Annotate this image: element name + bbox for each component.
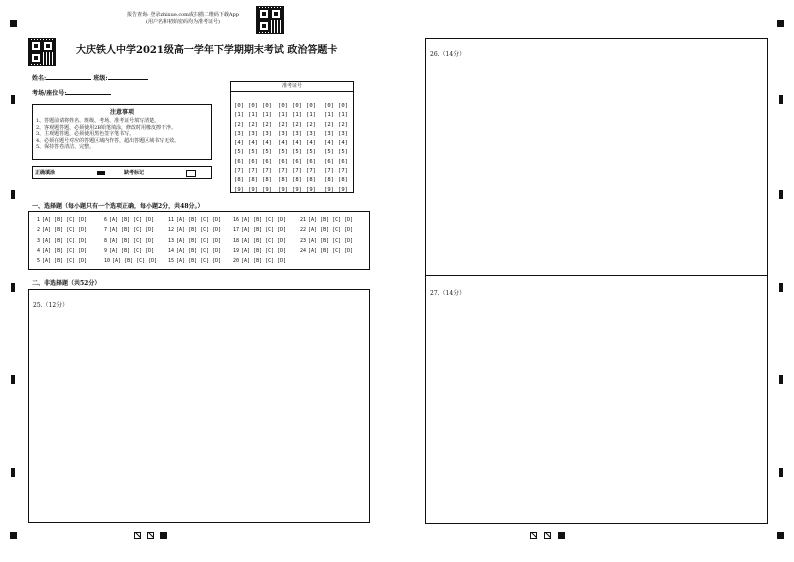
exam-id-bubble[interactable]: [8] [324,177,334,184]
exam-id-bubble[interactable]: [7] [248,168,258,175]
mcq-question[interactable] [300,248,353,254]
notes-item: 2、客观题答题，必须使用2B铅笔填涂，修改时用橡皮擦干净。 [36,124,177,131]
fill-example-box [32,166,212,179]
page-mark [544,532,551,539]
exam-id-column[interactable] [233,102,245,195]
question-number: 18 [233,237,240,244]
exam-id-bubble[interactable]: [1] [262,112,272,119]
exam-id-bubble[interactable]: [3] [278,130,288,137]
q27-label: 27.（14分） [430,290,466,297]
exam-id-bubble[interactable]: [0] [234,103,244,109]
answer-options[interactable]: [A] [B] [C] [D] [308,237,354,244]
exam-id-bubble[interactable]: [8] [306,177,316,184]
q26-answer-area[interactable] [425,38,768,276]
exam-id-bubble[interactable]: [7] [338,168,348,175]
answer-options[interactable]: [A] [B] [C] [D] [42,237,88,244]
exam-id-bubble[interactable]: [6] [262,158,272,165]
room-field[interactable] [66,87,111,95]
question-number: 3 [37,237,41,244]
exam-id-column[interactable] [305,102,317,195]
exam-id-bubble[interactable]: [5] [338,149,348,156]
question-number: 5 [37,258,41,265]
exam-id-bubble[interactable]: [0] [278,103,288,109]
answer-options[interactable]: [A] [B] [C] [D] [241,217,287,223]
notes-item: 4、必须在题号对应的答题区域内作答，超出答题区域书写无效。 [36,137,180,144]
exam-id-column[interactable] [291,102,303,195]
page-mark [530,532,537,539]
side-mark [11,190,15,199]
exam-id-column[interactable] [261,102,273,195]
report-notice-line2: (用户名和初始密码均为准考证号) [146,19,220,25]
question-number: 15 [168,258,175,265]
answer-options[interactable]: [A] [B] [C] [D] [112,258,158,265]
exam-id-bubble[interactable]: [4] [248,140,258,147]
registration-mark-bottom-right [777,532,784,539]
class-label: 班级: [93,75,108,82]
exam-id-bubble[interactable]: [9] [278,186,288,193]
answer-options[interactable]: [A] [B] [C] [D] [109,217,155,223]
answer-options[interactable]: [A] [B] [C] [D] [176,217,222,223]
section2-title: 二、非选择题（共52分） [32,280,101,287]
mcq-question[interactable] [104,217,154,223]
page-title: 大庆铁人中学2021级高一学年下学期期末考试 政治答题卡 [76,45,338,56]
answer-options[interactable]: [A] [B] [C] [D] [176,237,222,244]
question-number: 11 [168,217,175,223]
exam-id-bubble[interactable]: [1] [338,112,348,119]
side-mark [779,375,783,384]
mcq-box [28,211,370,270]
mcq-question[interactable] [168,217,221,223]
mcq-question[interactable] [168,227,221,233]
question-number: 9 [104,247,108,254]
exam-id-bubble[interactable]: [8] [262,177,272,184]
exam-id-bubble[interactable]: [8] [292,177,302,184]
exam-id-bubble[interactable]: [5] [306,149,316,156]
answer-options[interactable]: [A] [B] [C] [D] [42,258,88,265]
exam-id-column[interactable] [247,102,259,195]
mcq-question[interactable] [37,258,87,264]
exam-id-bubble[interactable]: [0] [324,103,334,109]
question-number: 10 [104,258,111,265]
question-number: 13 [168,237,175,244]
mcq-question[interactable] [104,258,157,264]
exam-id-bubble[interactable]: [0] [338,103,348,109]
answer-options[interactable]: [A] [B] [C] [D] [42,227,88,234]
exam-id-bubble[interactable]: [6] [338,158,348,165]
notes-item: 5、保持答卷清洁、完整。 [36,144,95,150]
exam-id-bubble[interactable]: [6] [292,158,302,165]
mcq-question[interactable] [37,248,87,254]
exam-id-bubble[interactable]: [9] [292,186,302,193]
exam-id-bubble[interactable]: [0] [292,103,302,109]
exam-id-bubble[interactable]: [9] [262,186,272,193]
mcq-question[interactable] [168,238,221,244]
exam-id-box [230,81,354,193]
exam-id-bubble[interactable]: [3] [324,130,334,137]
exam-id-bubble[interactable]: [5] [262,149,272,156]
question-number: 1 [37,217,41,223]
side-mark [779,283,783,292]
exam-id-bubble[interactable]: [5] [324,149,334,156]
absent-mark-checkbox[interactable] [186,170,196,177]
exam-id-bubble[interactable]: [1] [234,112,244,119]
exam-id-bubble[interactable]: [4] [234,140,244,147]
exam-id-bubble[interactable]: [9] [338,186,348,193]
exam-id-bubble[interactable]: [9] [248,186,258,193]
qr-code-icon [256,6,284,34]
question-number: 19 [233,247,240,254]
question-number: 22 [300,227,307,234]
exam-id-bubble[interactable]: [4] [292,140,302,147]
answer-options[interactable]: [A] [B] [C] [D] [308,217,354,223]
exam-id-bubble[interactable]: [2] [306,121,316,128]
q27-answer-area[interactable] [425,275,768,524]
question-number: 24 [300,247,307,254]
name-field[interactable] [46,72,91,80]
side-mark [779,468,783,477]
exam-id-bubble[interactable]: [0] [306,103,316,109]
exam-id-bubble[interactable]: [3] [292,130,302,137]
side-mark [779,95,783,104]
section1-title: 一、选择题（每小题只有一个选项正确，每小题2分，共48分。） [32,203,204,210]
exam-id-bubble[interactable]: [7] [306,168,316,175]
notes-box [32,104,212,160]
question-number: 23 [300,237,307,244]
student-info [32,72,148,82]
registration-mark-top-left [10,20,17,27]
page-mark [147,532,154,539]
q25-label: 25.（12分） [33,302,69,309]
exam-id-bubble[interactable]: [2] [292,121,302,128]
notes-title: 注意事项 [109,109,134,116]
question-number: 4 [37,247,41,254]
notes-item: 3、主观题答题，必须使用黑色签字笔书写。 [36,131,135,137]
exam-id-bubble[interactable]: [3] [248,130,258,137]
question-number: 21 [300,217,307,223]
answer-options[interactable]: [A] [B] [C] [D] [109,247,155,254]
exam-id-bubble[interactable]: [6] [248,158,258,165]
exam-id-bubble[interactable]: [6] [278,158,288,165]
mcq-question[interactable] [104,248,154,254]
exam-id-title: 准考证号 [231,82,353,92]
exam-id-bubble[interactable]: [9] [234,186,244,193]
mcq-question[interactable] [300,227,353,233]
exam-id-bubble[interactable]: [7] [234,168,244,175]
exam-id-bubble[interactable]: [7] [324,168,334,175]
q26-label: 26.（14分） [430,51,466,58]
exam-id-bubble[interactable]: [7] [262,168,272,175]
room-label: 考场/座位号: [32,90,67,97]
question-number: 14 [168,247,175,254]
exam-id-bubble[interactable]: [0] [262,103,272,109]
side-mark [11,95,15,104]
exam-id-bubble[interactable]: [7] [278,168,288,175]
side-mark [11,468,15,477]
answer-options[interactable]: [A] [B] [C] [D] [109,237,155,244]
mcq-question[interactable] [233,248,286,254]
exam-id-bubble[interactable]: [3] [338,130,348,137]
exam-id-bubble[interactable]: [5] [292,149,302,156]
exam-id-bubble[interactable]: [4] [306,140,316,147]
question-number: 7 [104,227,108,234]
exam-id-bubble[interactable]: [0] [248,103,258,109]
exam-id-bubble[interactable]: [2] [262,121,272,128]
exam-id-bubble[interactable]: [4] [278,140,288,147]
mcq-question[interactable] [300,217,353,223]
page-mark [134,532,141,539]
side-mark [11,283,15,292]
mcq-question[interactable] [37,227,87,233]
exam-id-bubble[interactable]: [1] [278,112,288,119]
answer-options[interactable]: [A] [B] [C] [D] [176,258,222,265]
answer-options[interactable]: [A] [B] [C] [D] [176,247,222,254]
exam-id-bubble[interactable]: [1] [292,112,302,119]
answer-options[interactable]: [A] [B] [C] [D] [42,217,88,223]
exam-id-bubble[interactable]: [6] [234,158,244,165]
exam-id-bubble[interactable]: [9] [324,186,334,193]
exam-id-column[interactable] [277,102,289,195]
q25-answer-area[interactable] [28,289,370,523]
answer-options[interactable]: [A] [B] [C] [D] [308,227,354,234]
side-mark [779,190,783,199]
mcq-question[interactable] [168,258,221,264]
mcq-question[interactable] [233,238,286,244]
exam-id-bubble[interactable]: [3] [262,130,272,137]
mcq-question[interactable] [104,227,154,233]
question-number: 8 [104,237,108,244]
question-number: 20 [233,258,240,265]
answer-options[interactable]: [A] [B] [C] [D] [241,237,287,244]
exam-id-bubble[interactable]: [2] [338,121,348,128]
room-info [32,87,111,97]
registration-mark-bottom-left [10,532,17,539]
class-field[interactable] [108,72,148,80]
question-number: 17 [233,227,240,234]
exam-id-bubble[interactable]: [2] [234,121,244,128]
mcq-question[interactable] [104,238,154,244]
name-label: 姓名: [32,75,47,82]
exam-id-bubble[interactable]: [8] [234,177,244,184]
absent-mark-label: 缺考标记 [124,170,145,176]
exam-id-bubble[interactable]: [2] [324,121,334,128]
answer-options[interactable]: [A] [B] [C] [D] [241,247,287,254]
correct-fill-label: 正确填涂 [35,170,56,176]
qr-code-icon [28,38,56,66]
exam-id-bubble[interactable]: [2] [278,121,288,128]
report-notice-line1: 报告查询: 登录zhixue.com或扫描二维码下载App [127,12,239,18]
mcq-question[interactable] [37,217,87,223]
exam-id-bubble[interactable]: [1] [248,112,258,119]
question-number: 2 [37,227,41,234]
mcq-grid[interactable] [29,212,369,269]
mcq-question[interactable] [300,238,353,244]
exam-id-bubble[interactable]: [5] [248,149,258,156]
exam-id-bubble[interactable]: [1] [306,112,316,119]
exam-id-bubble[interactable]: [8] [278,177,288,184]
answer-options[interactable]: [A] [B] [C] [D] [241,227,287,234]
page-mark-solid [558,532,565,539]
mcq-question[interactable] [168,248,221,254]
side-mark [11,375,15,384]
question-number: 16 [233,217,240,223]
question-number: 6 [104,217,108,223]
exam-id-bubble[interactable]: [9] [306,186,316,193]
answer-options[interactable]: [A] [B] [C] [D] [42,247,88,254]
exam-id-column[interactable] [323,102,335,195]
exam-id-bubble[interactable]: [5] [234,149,244,156]
answer-options[interactable]: [A] [B] [C] [D] [176,227,222,234]
exam-id-column[interactable] [337,102,349,195]
exam-id-bubble[interactable]: [4] [324,140,334,147]
exam-id-bubble[interactable]: [4] [262,140,272,147]
exam-id-bubble[interactable]: [7] [292,168,302,175]
exam-id-bubble[interactable]: [6] [324,158,334,165]
exam-id-bubble[interactable]: [1] [324,112,334,119]
answer-options[interactable]: [A] [B] [C] [D] [241,258,287,265]
answer-options[interactable]: [A] [B] [C] [D] [109,227,155,234]
exam-id-bubble[interactable]: [8] [248,177,258,184]
exam-id-bubble[interactable]: [3] [306,130,316,137]
correct-fill-sample [97,171,105,175]
page-mark-solid [160,532,167,539]
question-number: 12 [168,227,175,234]
mcq-question[interactable] [233,258,286,264]
exam-id-bubble[interactable]: [2] [248,121,258,128]
exam-id-bubble[interactable]: [5] [278,149,288,156]
exam-id-grid[interactable] [233,102,353,194]
mcq-question[interactable] [233,217,286,223]
exam-id-bubble[interactable]: [6] [306,158,316,165]
registration-mark-top-right [777,20,784,27]
exam-id-bubble[interactable]: [3] [234,130,244,137]
mcq-question[interactable] [37,238,87,244]
answer-options[interactable]: [A] [B] [C] [D] [308,247,354,254]
exam-id-bubble[interactable]: [8] [338,177,348,184]
mcq-question[interactable] [233,227,286,233]
notes-item: 1、答题前请将姓名、班级、考场、准考证号填写清楚。 [36,118,160,124]
exam-id-bubble[interactable]: [4] [338,140,348,147]
